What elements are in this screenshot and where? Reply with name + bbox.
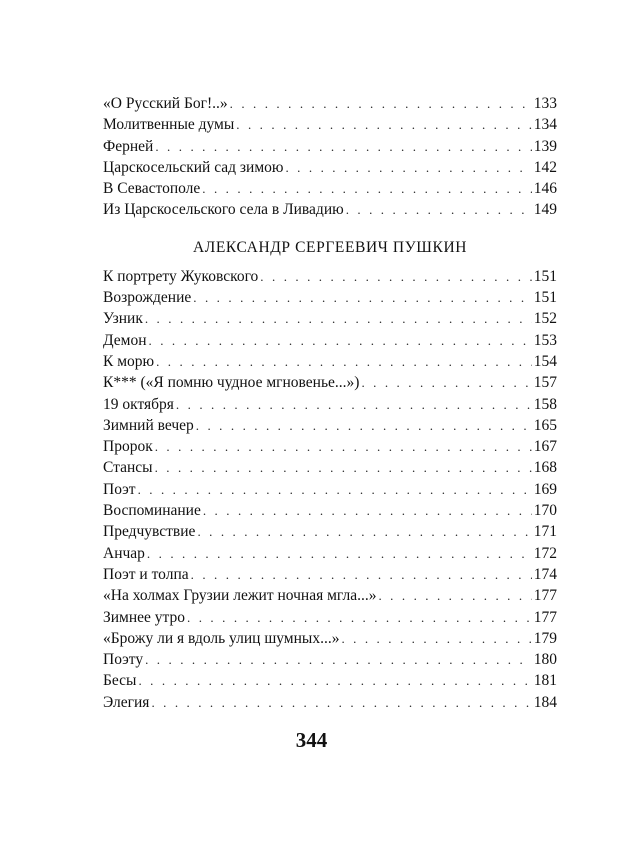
- dot-leader: [187, 607, 532, 628]
- toc-entry-title: В Севастополе: [103, 180, 201, 198]
- toc-entry-title: «На холмах Грузии лежит ночная мгла...»: [103, 587, 377, 605]
- toc-entry-title: «Брожу ли я вдоль улиц шумных...»: [103, 629, 340, 647]
- toc-entry-page: 184: [533, 693, 557, 711]
- dot-leader: [191, 564, 532, 585]
- toc-entry-title: Демон: [103, 331, 147, 349]
- toc-entry-title: Царскосельский сад зимою: [103, 158, 284, 176]
- toc-entry: [103, 436, 557, 457]
- toc-entry-page: 154: [533, 352, 557, 370]
- toc-entry: [103, 330, 557, 351]
- toc-entry-title: Ферней: [103, 137, 154, 155]
- toc-entry: [103, 564, 557, 585]
- toc-entry: [103, 351, 557, 372]
- dot-leader: [196, 415, 532, 436]
- toc-entry-page: 158: [533, 395, 557, 413]
- toc-entry-title: Пророк: [103, 438, 153, 456]
- dot-leader: [236, 114, 531, 135]
- toc-entry-title: Элегия: [103, 693, 150, 711]
- dot-leader: [147, 543, 532, 564]
- toc-entry: [103, 136, 557, 157]
- toc-entry: [103, 93, 557, 114]
- toc-entry-title: Анчар: [103, 544, 145, 562]
- toc-entry-title: Поэт: [103, 480, 136, 498]
- toc-entry: [103, 521, 557, 542]
- dot-leader: [145, 649, 532, 670]
- toc-entry-title: «О Русский Бог!..»: [103, 95, 228, 112]
- toc-entry-page: 172: [533, 544, 557, 562]
- toc-entry-title: Молитвенные думы: [103, 116, 235, 134]
- toc-entry-title: Стансы: [103, 459, 153, 477]
- dot-leader: [155, 136, 531, 157]
- toc-entry-title: К*** («Я помню чудное мгновенье...»): [103, 374, 360, 392]
- dot-leader: [203, 500, 532, 521]
- page-number: 344: [295, 728, 328, 752]
- toc-entry: [103, 628, 557, 649]
- section-heading: АЛЕКСАНДР СЕРГЕЕВИЧ ПУШКИН: [192, 238, 468, 256]
- dot-leader: [149, 330, 532, 351]
- toc-entry-page: 153: [533, 331, 557, 349]
- toc-entry-page: 133: [533, 95, 557, 112]
- toc-entry: [103, 607, 557, 628]
- toc-entry: [103, 114, 557, 135]
- toc-entry: [103, 649, 557, 670]
- toc-entry-page: 179: [533, 629, 557, 647]
- dot-leader: [285, 157, 531, 178]
- dot-leader: [155, 457, 532, 478]
- dot-leader: [156, 351, 532, 372]
- toc-entry-page: 139: [533, 137, 557, 155]
- toc-entry: [103, 372, 557, 393]
- toc-entry-page: 151: [533, 267, 557, 285]
- toc-entry: [103, 543, 557, 564]
- toc-entry-page: 165: [533, 416, 557, 434]
- toc-entry-page: 151: [533, 289, 557, 307]
- toc-entry-title: Зимнее утро: [103, 608, 186, 626]
- toc-list-section2: [103, 266, 557, 713]
- toc-entry-title: К портрету Жуковского: [103, 267, 259, 285]
- toc-entry-title: К морю: [103, 352, 155, 370]
- toc-entry-page: 170: [533, 502, 557, 520]
- toc-entry-page: 177: [533, 608, 557, 626]
- dot-leader: [197, 521, 531, 542]
- toc-entry: [103, 178, 557, 199]
- toc-page: [103, 93, 557, 713]
- dot-leader: [361, 372, 531, 393]
- toc-entry-page: 157: [533, 374, 557, 392]
- toc-entry: [103, 157, 557, 178]
- toc-entry: [103, 500, 557, 521]
- toc-entry-page: 181: [533, 672, 557, 690]
- toc-entry-page: 149: [533, 201, 557, 219]
- toc-entry-title: Предчувствие: [103, 523, 196, 541]
- toc-entry: [103, 692, 557, 713]
- dot-leader: [230, 93, 532, 114]
- toc-list-group1: [103, 93, 557, 221]
- dot-leader: [145, 308, 532, 329]
- toc-entry-title: Зимний вечер: [103, 416, 194, 434]
- toc-entry: [103, 457, 557, 478]
- dot-leader: [193, 287, 531, 308]
- toc-entry: [103, 479, 557, 500]
- toc-entry: [103, 415, 557, 436]
- dot-leader: [176, 394, 532, 415]
- toc-entry: [103, 199, 557, 220]
- toc-entry-page: 169: [533, 480, 557, 498]
- dot-leader: [155, 436, 532, 457]
- toc-entry-page: 180: [533, 651, 557, 669]
- toc-entry-title: Воспоминание: [103, 502, 201, 520]
- toc-entry: [103, 308, 557, 329]
- dot-leader: [138, 479, 532, 500]
- toc-entry-page: 152: [533, 310, 557, 328]
- toc-entry-page: 174: [533, 565, 557, 583]
- toc-entry: [103, 670, 557, 691]
- toc-entry-page: 171: [533, 523, 557, 541]
- toc-entry: [103, 394, 557, 415]
- toc-entry-title: 19 октября: [103, 395, 174, 413]
- dot-leader: [138, 670, 531, 691]
- toc-entry: [103, 585, 557, 606]
- toc-entry-title: Из Царскосельского села в Ливадию: [103, 201, 344, 219]
- toc-entry-title: Поэт и толпа: [103, 565, 189, 583]
- toc-entry-page: 168: [533, 459, 557, 477]
- toc-entry-title: Бесы: [103, 672, 137, 690]
- dot-leader: [202, 178, 531, 199]
- toc-entry-page: 142: [533, 158, 557, 176]
- toc-entry-page: 146: [533, 180, 557, 198]
- toc-entry-title: Возрождение: [103, 289, 192, 307]
- toc-entry: [103, 266, 557, 287]
- dot-leader: [378, 585, 531, 606]
- dot-leader: [151, 692, 531, 713]
- toc-entry-title: Узник: [103, 310, 143, 328]
- dot-leader: [346, 199, 532, 220]
- toc-entry-page: 167: [533, 438, 557, 456]
- toc-entry-title: Поэту: [103, 651, 144, 669]
- dot-leader: [260, 266, 531, 287]
- dot-leader: [341, 628, 531, 649]
- toc-entry-page: 177: [533, 587, 557, 605]
- toc-entry: [103, 287, 557, 308]
- toc-entry-page: 134: [533, 116, 557, 134]
